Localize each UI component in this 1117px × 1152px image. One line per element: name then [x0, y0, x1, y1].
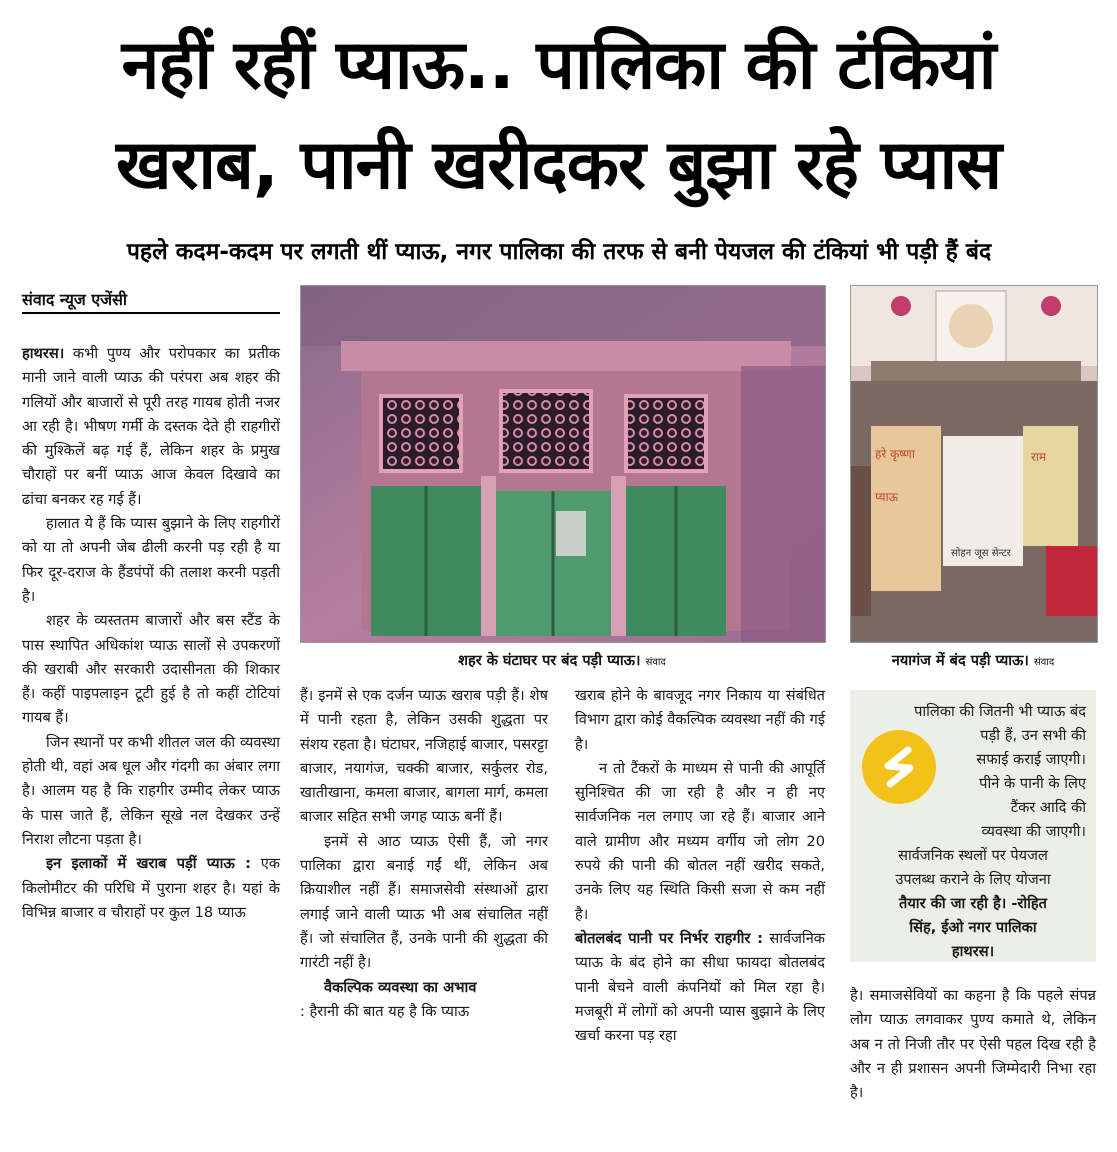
col2-para-2: इनमें से आठ प्याऊ ऐसी हैं, जो नगर पालिका द्वारा बनाई गईं थीं, लेकिन अब क्रियाशील नहीं हैं। समाजसेवी संस्थाओं द्वारा लगाई जाने वाली प्याऊ भी अब संचालित नहीं हैं। जो संचालित हैं, उनके पानी की शुद्धता की गारंटी नहीं है। — [300, 832, 548, 972]
photo-ghantaghar-pyau — [300, 285, 826, 643]
col1-para-1: कभी पुण्य और परोपकार का प्रतीक मानी जाने वाली प्याऊ की परंपरा अब शहर की गलियों और बाजारों से पूरी तरह गायब होती नजर आ रही है। भीषण गर्मी के दस्तक देते ही राहगीरों की मुश्किलें बढ़ गई हैं, लेकिन शहर के प्रमुख चौराहों पर बनीं प्याऊ आज केवल दिखावे का ढांचा बनकर रह गई हैं। — [22, 345, 280, 508]
quote-line-1: पालिका की जितनी भी प्याऊ बंद — [914, 703, 1086, 720]
column-1 — [22, 342, 280, 925]
col1-para-3: शहर के व्यस्ततम बाजारों और बस स्टैंड के पास स्थापित अधिकांश प्याऊ सालों से उपकरणों की खराबी और सरकारी उदासीनता की शिकार हैं। कहीं पाइपलाइन टूटी हुई है तो कहीं टोटियां गायब हैं। — [22, 612, 280, 727]
col3-para-3: सार्वजनिक प्याऊ के बंद होने का सीधा फायदा बोतलबंद पानी बेचने वाली कंपनियों को मिल रहा है। मजबूरी में लोगों को अपनी प्यास बुझाने के लिए खर्चा करना पड़ रहा — [575, 929, 826, 1045]
quote-line-10: सिंह, ईओ नगर पालिका — [909, 919, 1037, 936]
col1-para-5: एक किलोमीटर की परिधि में पुराना शहर है। यहां के विभिन्न बाजार व चौराहों पर कुल 18 प्याऊ — [22, 855, 280, 921]
photo-1-caption — [300, 650, 824, 670]
column-4 — [850, 984, 1096, 1105]
quote-line-6: व्यवस्था की जाएगी। — [981, 823, 1086, 840]
poster-word: हरे कृष्णा — [875, 447, 915, 461]
photo-1-credit: संवाद — [645, 657, 666, 668]
byline-rule — [22, 312, 280, 314]
photo-ghantaghar-image — [301, 286, 825, 642]
photo-2-caption — [850, 650, 1096, 670]
quote-line-8: उपलब्ध कराने के लिए योजना — [895, 871, 1051, 888]
quote-line-3: सफाई कराई जाएगी। — [976, 751, 1086, 768]
s-logo-icon — [874, 742, 924, 792]
photo-2-caption-text: नयागंज में बंद पड़ी प्याऊ। — [891, 653, 1029, 669]
col3-para-2: न तो टैंकरों के माध्यम से पानी की आपूर्ति सुनिश्चित की जा रही है और न ही नए सार्वजनिक नल लगाए जा रहे हैं। बाजार आने वाले ग्रामीण और मध्यम वर्गीय जो लोग 20 रुपये की पानी की बोतल नहीं खरीद सकते, उनके लिए यह स्थिति किसी सजा से कम नहीं है। — [575, 759, 825, 923]
col1-subhead: इन इलाकों में खराब पड़ीं प्याऊ : — [46, 855, 251, 873]
poster-word: राम — [1031, 450, 1047, 464]
official-quote-box — [850, 690, 1096, 962]
column-2 — [300, 684, 548, 1024]
byline: संवाद न्यूज एजेंसी — [22, 290, 128, 309]
col2-subhead: वैकल्पिक व्यवस्था का अभाव — [324, 978, 477, 996]
poster-word: प्याऊ — [875, 490, 899, 504]
quote-line-2: पड़ी हैं, उन सभी की — [980, 727, 1086, 744]
col4-para-1: है। समाजसेवियों का कहना है कि पहले संपन्न लोग प्याऊ लगवाकर पुण्य कमाते थे, लेकिन अब न तो निजी तौर पर ऐसी पहल दिख रही है और न ही प्रशासन अपनी जिम्मेदारी निभा रहा है। — [850, 987, 1096, 1102]
dateline: हाथरस। — [22, 345, 65, 362]
quote-line-4: पीने के पानी के लिए — [979, 775, 1086, 792]
photo-nayaganj-image — [851, 286, 1097, 642]
quote-logo-icon — [862, 730, 936, 804]
col2-para-3: : हैरानी की बात यह है कि प्याऊ — [300, 1002, 470, 1020]
col3-subhead: बोतलबंद पानी पर निर्भर राहगीर : — [575, 929, 763, 947]
photo-1-caption-text: शहर के घंटाघर पर बंद पड़ी प्याऊ। — [458, 653, 641, 669]
quote-line-9: तैयार की जा रही है। -रोहित — [899, 895, 1047, 912]
col2-para-1: हैं। इनमें से एक दर्जन प्याऊ खराब पड़ी हैं। शेष में पानी रहता है, लेकिन उसकी शुद्धता पर संशय रहता है। घंटाघर, नजिहाई बाजार, पसरट्टा बाजार, नयागंज, चक्की बाजार, सर्कुलर रोड, खातीखाना, कमला बाजार, बागला मार्ग, कमला बाजार सहित सभी जगह प्याऊ बनीं हैं। — [300, 687, 548, 826]
quote-line-11: हाथरस। — [951, 943, 995, 960]
photo-nayaganj-pyau — [850, 285, 1098, 643]
col3-para-1: खराब होने के बावजूद नगर निकाय या संबंधित विभाग द्वारा कोई वैकल्पिक व्यवस्था नहीं की गई है। — [575, 687, 825, 753]
col1-para-4: जिन स्थानों पर कभी शीतल जल की व्यवस्था होती थी, वहां अब धूल और गंदगी का अंबार लगा है। आलम यह है कि राहगीर उम्मीद लेकर प्याऊ के पास जाते हैं, लेकिन सूखे नल देखकर उन्हें निराश लौटना पड़ता है। — [22, 733, 280, 848]
poster-word: सोहन जूस सेन्टर — [951, 548, 1011, 559]
col1-para-2: हालात ये हैं कि प्यास बुझाने के लिए राहगीरों को या तो अपनी जेब ढीली करनी पड़ रही है या फिर दूर-दराज के हैंडपंपों की तलाश करनी पड़ती है। — [22, 515, 280, 605]
headline-line-1: नहीं रहीं प्याऊ.. पालिका की टंकियां — [121, 26, 996, 105]
headline-line-2: खराब, पानी खरीदकर बुझा रहे प्यास — [115, 126, 1002, 205]
quote-line-5: टैंकर आदि की — [1010, 799, 1086, 816]
quote-line-7: सार्वजनिक स्थलों पर पेयजल — [898, 847, 1048, 864]
column-3 — [575, 684, 825, 1048]
subheadline: पहले कदम-कदम पर लगती थीं प्याऊ, नगर पालिका की तरफ से बनी पेयजल की टंकियां भी पड़ी हैं बंद — [126, 239, 992, 265]
photo-2-credit: संवाद — [1033, 657, 1055, 668]
